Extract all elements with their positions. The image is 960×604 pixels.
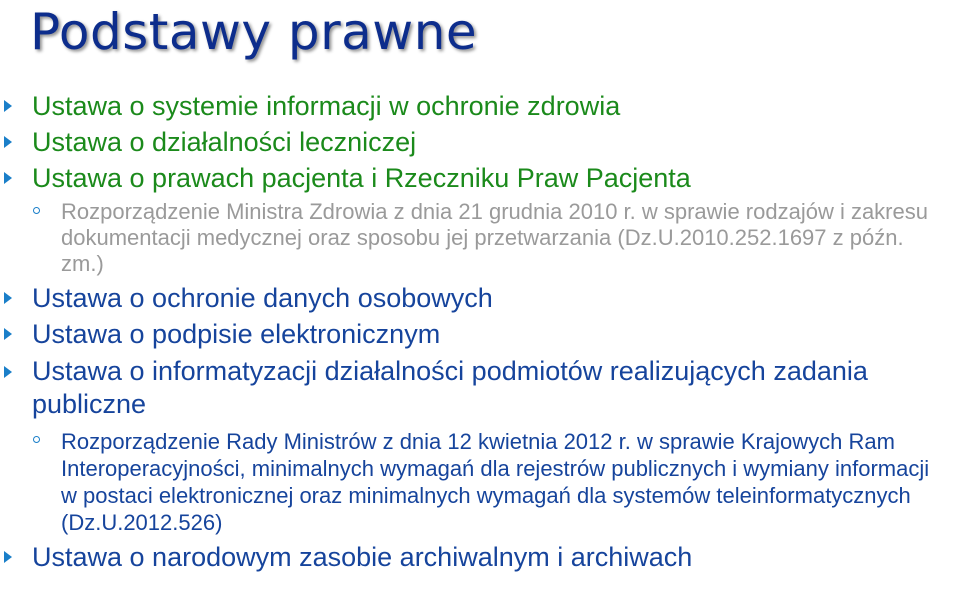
sub-item-text: Rozporządzenie Rady Ministrów z dnia 12 kwietnia 2012 r. w sprawie Krajowych Ram Interoperacyjności, minimalnych wymagań dla rejestrów publicznych i wymiany informacji w postaci elektronicznej oraz minimalnych wymagań dla systemów teleinformatycznych (Dz.U.2012.526) xyxy=(61,429,930,535)
triangle-bullet-icon xyxy=(4,100,12,112)
sub-item-text: Rozporządzenie Ministra Zdrowia z dnia 21 grudnia 2010 r. w sprawie rodzajów i zakresu dokumentacji medycznej oraz sposobu jej przetwarzania (Dz.U.2010.252.1697 z późn. zm.) xyxy=(61,199,928,276)
list-item-1 xyxy=(0,88,960,124)
triangle-bullet-icon xyxy=(4,292,12,304)
list-item-6 xyxy=(0,355,960,421)
list-item-4 xyxy=(0,280,960,316)
triangle-bullet-icon xyxy=(4,136,12,148)
slide-title: Podstawy prawne xyxy=(30,3,478,61)
list-item-text: Ustawa o informatyzacji działalności podmiotów realizujących zadania publiczne xyxy=(32,356,868,419)
list-item-5 xyxy=(0,316,960,352)
triangle-bullet-icon xyxy=(4,551,12,563)
list-item-text: Ustawa o systemie informacji w ochronie zdrowia xyxy=(32,91,621,121)
sub-item-1 xyxy=(0,199,960,277)
list-item-2 xyxy=(0,124,960,160)
triangle-bullet-icon xyxy=(4,172,12,184)
list-item-7 xyxy=(0,539,960,575)
bullet-list xyxy=(0,88,960,575)
circle-bullet-icon xyxy=(33,436,40,443)
list-item-text: Ustawa o ochronie danych osobowych xyxy=(32,283,493,313)
list-item-text: Ustawa o narodowym zasobie archiwalnym i archiwach xyxy=(32,542,693,572)
circle-bullet-icon xyxy=(33,207,40,214)
triangle-bullet-icon xyxy=(4,366,12,378)
list-item-text: Ustawa o prawach pacjenta i Rzeczniku Praw Pacjenta xyxy=(32,163,691,193)
list-item-text: Ustawa o działalności leczniczej xyxy=(32,127,417,157)
triangle-bullet-icon xyxy=(4,328,12,340)
list-item-3 xyxy=(0,160,960,196)
sub-item-2 xyxy=(0,428,960,536)
list-item-text: Ustawa o podpisie elektronicznym xyxy=(32,319,441,349)
